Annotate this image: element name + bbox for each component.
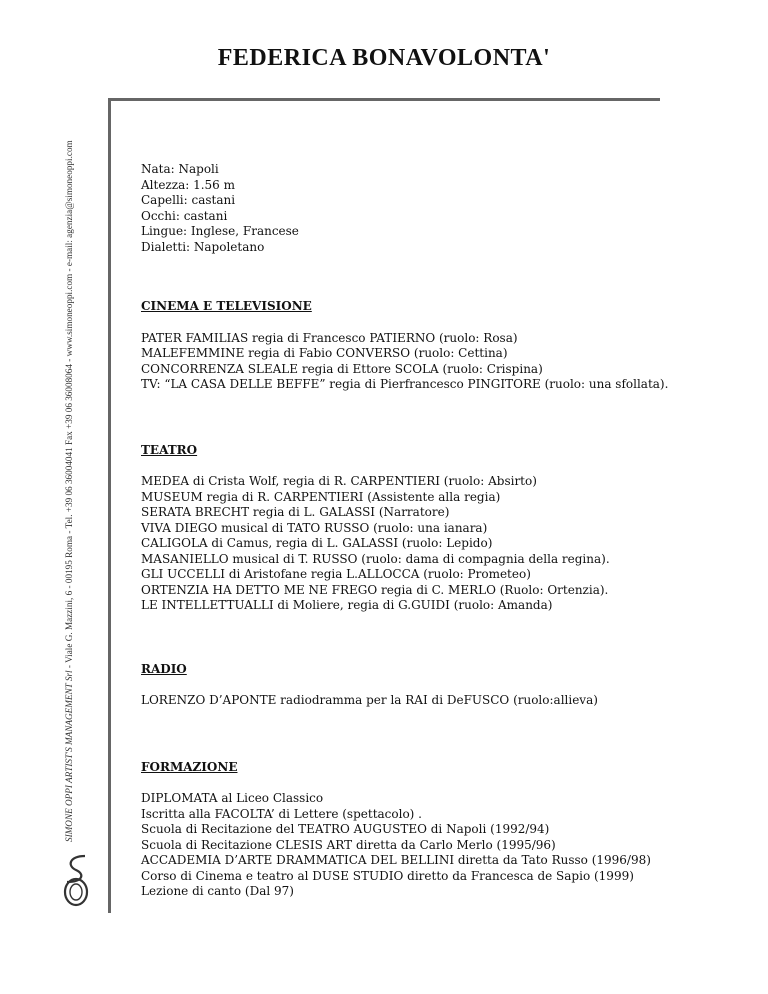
agency-contact: Viale G. Mazzini, 6 - 00195 Roma - Tel. +39 06 36004041 Fax +39 06 36008064 - www.simoneoppi.com - e-mail: agenzia@simoneoppi.com — [64, 140, 74, 666]
agency-name: SIMONE OPPI ARTIST'S MANAGEMENT Srl - — [64, 665, 74, 842]
left-rule — [108, 98, 111, 913]
agency-logo — [61, 852, 91, 910]
info-hair: Capelli: castani — [141, 193, 236, 207]
list-item: CALIGOLA di Camus, regia di L. GALASSI (ruolo: Lepido) — [141, 536, 493, 550]
list-item: Lezione di canto (Dal 97) — [141, 884, 294, 898]
list-item: ORTENZIA HA DETTO ME NE FREGO regia di C. MERLO (Ruolo: Ortenzia). — [141, 582, 609, 597]
list-item: VIVA DIEGO musical di TATO RUSSO (ruolo: una ianara) — [141, 520, 488, 535]
list-item: DIPLOMATA al Liceo Classico — [141, 791, 324, 805]
list-item: Scuola di Recitazione del TEATRO AUGUSTEO di Napoli (1992/94) — [141, 822, 550, 836]
info-dialects: Dialetti: Napoletano — [141, 239, 265, 254]
list-item: Iscritta alla FACOLTA’ di Lettere (spettacolo) . — [141, 806, 422, 821]
info-eyes: Occhi: castani — [141, 208, 228, 223]
list-item: LE INTELLETTUALLI di Moliere, regia di G.GUIDI (ruolo: Amanda) — [141, 598, 553, 612]
info-height: Altezza: 1.56 m — [141, 177, 235, 192]
agency-sidebar — [64, 140, 74, 842]
list-item: MALEFEMMINE regia di Fabio CONVERSO (ruolo: Cettina) — [141, 346, 508, 360]
list-item: PATER FAMILIAS regia di Francesco PATIERNO (ruolo: Rosa) — [141, 330, 518, 345]
personal-info — [141, 162, 741, 255]
list-item: Scuola di Recitazione CLESIS ART diretta da Carlo Merlo (1995/96) — [141, 837, 556, 852]
info-birthplace: Nata: Napoli — [141, 162, 219, 176]
list-item: TV: “LA CASA DELLE BEFFE” regia di Pierfrancesco PINGITORE (ruolo: una sfollata). — [141, 377, 669, 391]
page-title: FEDERICA BONAVOLONTA' — [217, 45, 551, 71]
section-heading-cinema: CINEMA E TELEVISIONE — [141, 299, 312, 313]
list-item: SERATA BRECHT regia di L. GALASSI (Narratore) — [141, 505, 450, 519]
list-item: ACCADEMIA D’ARTE DRAMMATICA DEL BELLINI diretta da Tato Russo (1996/98) — [141, 853, 651, 867]
logo-inner-ring — [70, 884, 82, 900]
section-heading-formazione: FORMAZIONE — [141, 759, 238, 774]
list-item: MASANIELLO musical di T. RUSSO (ruolo: dama di compagnia della regina). — [141, 551, 610, 566]
section-heading-teatro: TEATRO — [141, 442, 198, 457]
info-languages: Lingue: Inglese, Francese — [141, 224, 299, 238]
list-item: GLI UCCELLI di Aristofane regia L.ALLOCCA (ruolo: Prometeo) — [141, 567, 531, 581]
section-heading-radio: RADIO — [141, 661, 187, 676]
cv-content — [141, 162, 741, 900]
top-rule — [108, 98, 660, 101]
list-item: MEDEA di Crista Wolf, regia di R. CARPENTIERI (ruolo: Absirto) — [141, 474, 537, 488]
list-item: LORENZO D’APONTE radiodramma per la RAI di DeFUSCO (ruolo:allieva) — [141, 693, 598, 707]
list-item: MUSEUM regia di R. CARPENTIERI (Assistente alla regia) — [141, 489, 501, 504]
list-item: Corso di Cinema e teatro al DUSE STUDIO diretto da Francesca de Sapio (1999) — [141, 868, 634, 883]
list-item: CONCORRENZA SLEALE regia di Ettore SCOLA (ruolo: Crispina) — [141, 361, 543, 376]
